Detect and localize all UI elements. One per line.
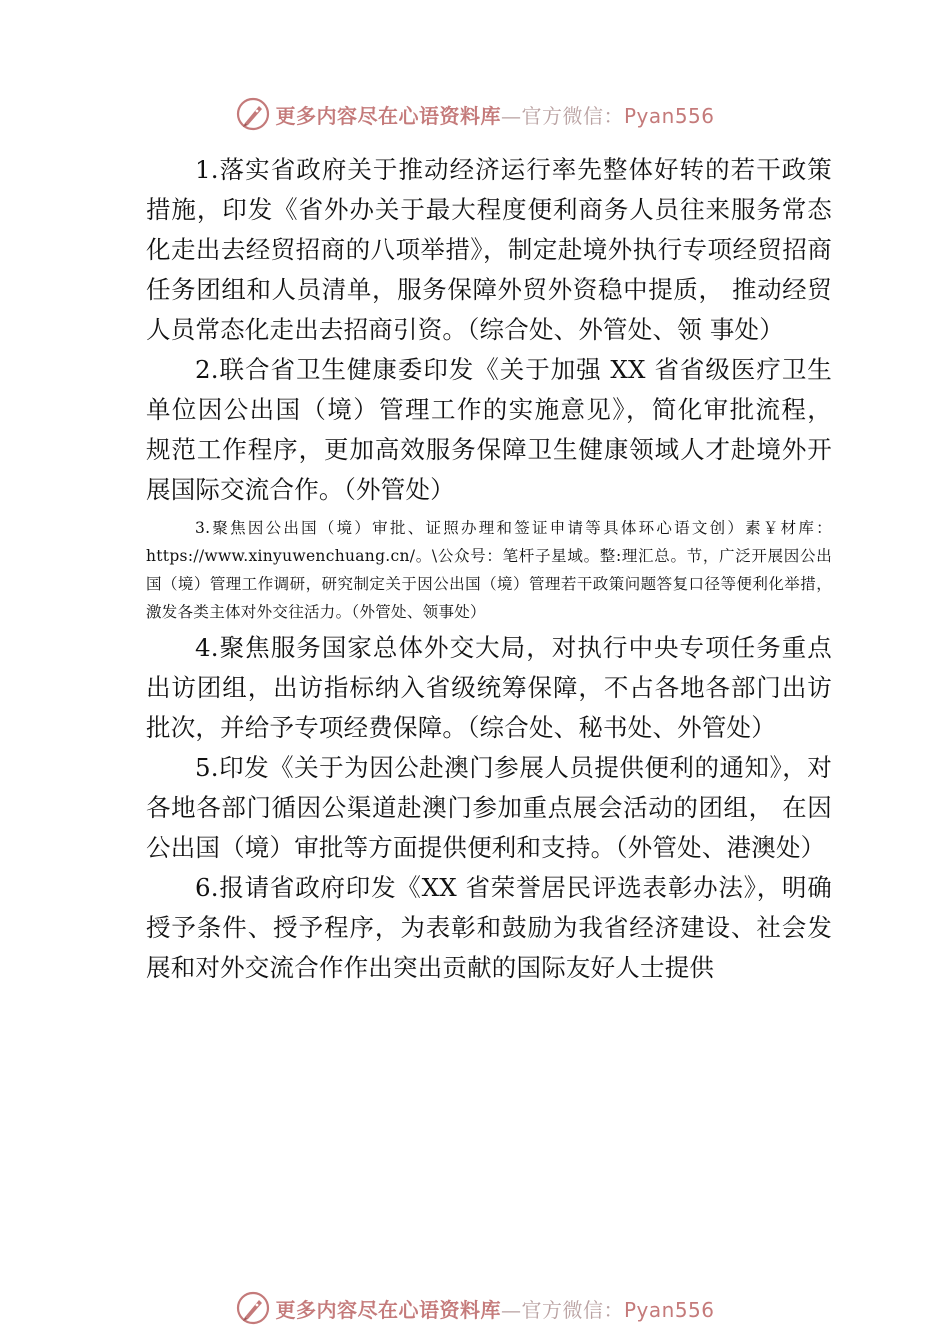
watermark-id: Pyan556: [623, 103, 715, 128]
watermark-sub: 官方微信：: [521, 1297, 624, 1322]
paragraph-4: 4.聚焦服务国家总体外交大局，对执行中央专项任务重点出访团组，出访指标纳入省级统筹保障，不占各地各部门出访批次，并给予专项经费保障。（综合处、秘书处、外管处）: [146, 633, 832, 742]
watermark-sub: 官方微信：: [521, 103, 624, 128]
watermark-main: 更多内容尽在心语资料库: [275, 1297, 501, 1322]
watermark-header: [0, 94, 950, 134]
watermark-text: [275, 1294, 714, 1323]
watermark-separator: —: [500, 103, 522, 128]
watermark-main: 更多内容尽在心语资料库: [275, 103, 501, 128]
paragraph-2: 2.联合省卫生健康委印发《关于加强 XX 省省级医疗卫生单位因公出国（境）管理工作的实施意见》，简化审批流程， 规范工作程序，更加高效服务保障卫生健康领域人才赴境外开展国际交流合作。（外管处）: [146, 355, 832, 504]
paragraph-1: 1.落实省政府关于推动经济运行率先整体好转的若干政策措施，印发《省外办关于最大程度便利商务人员往来服务常态化走出去经贸招商的八项举措》，制定赴境外执行专项经贸招商任务团组和人员清单，服务保障外贸外资稳中提质， 推动经贸人员常态化走出去招商引资。（综合处、外管处、领 事处）: [146, 155, 832, 344]
watermark-text: [275, 100, 714, 129]
watermark-separator: —: [500, 1297, 522, 1322]
watermark-id: Pyan556: [623, 1297, 715, 1322]
fountain-pen-logo-icon: [235, 96, 271, 132]
document-body: [146, 150, 832, 988]
fountain-pen-logo-icon: [235, 1290, 271, 1326]
paragraph-3: 3.聚焦因公出国（境）审批、证照办理和签证申请等具体环心语文创）素￥材库：https://www.xinyuwenchuang.cn/。\公众号：笔杆子星域。整:理汇总。节，广泛开展因公出国（境）管理工作调研，研究制定关于因公出国（境）管理若干政策问题答复口径等便利化举措， 激发各类主体对外交往活力。（外管处、领事处）: [146, 519, 832, 621]
paragraph-6: 6.报请省政府印发《XX 省荣誉居民评选表彰办法》，明确授予条件、授予程序，为表彰和鼓励为我省经济建设、社会发展和对外交流合作作出突出贡献的国际友好人士提供: [146, 873, 832, 982]
watermark-footer: [0, 1288, 950, 1328]
paragraph-5: 5.印发《关于为因公赴澳门参展人员提供便利的通知》，对各地各部门循因公渠道赴澳门参加重点展会活动的团组， 在因公出国（境）审批等方面提供便利和支持。（外管处、港澳处）: [146, 753, 832, 862]
